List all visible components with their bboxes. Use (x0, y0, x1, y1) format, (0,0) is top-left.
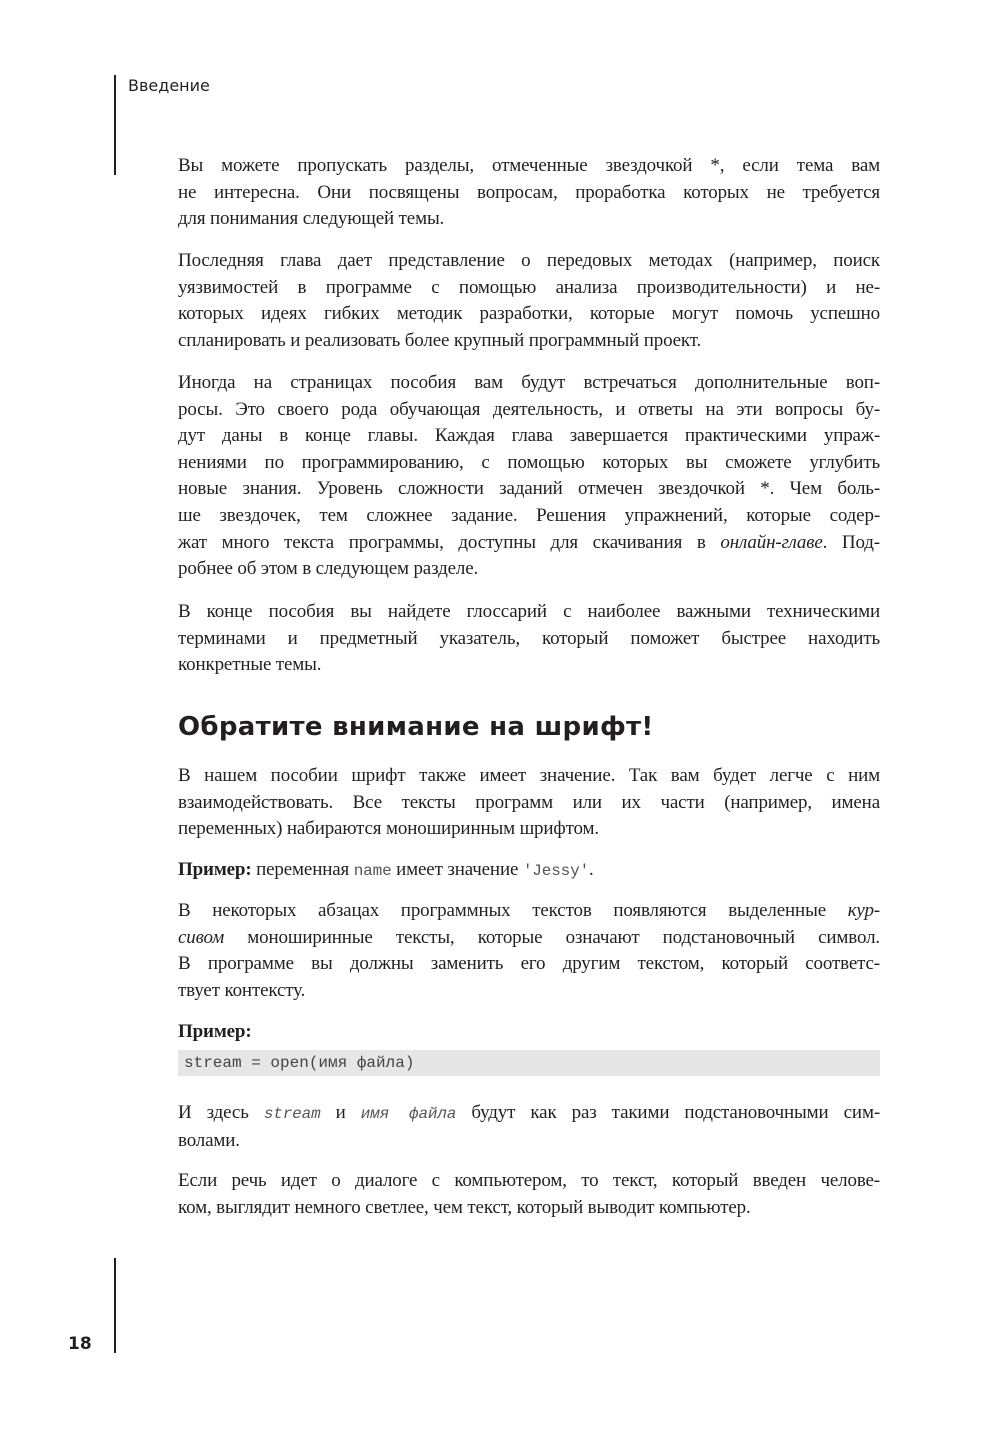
text-run: робнее об этом в следующем разделе. (178, 558, 479, 580)
paragraph-italic-mono (178, 898, 880, 1004)
text-run: новые знания. Уровень сложности заданий отмечен звездочкой *. Чем боль- (178, 478, 880, 500)
text-line (178, 180, 880, 207)
text-line (178, 301, 880, 328)
text-run: . Под- (822, 531, 880, 553)
text-line (178, 951, 880, 978)
text-line (178, 1019, 880, 1046)
text-run: И здесь (178, 1102, 264, 1123)
header-rule (114, 75, 116, 175)
text-mi: имя файла (360, 1105, 457, 1123)
text-mono: name (353, 862, 392, 880)
text-line (178, 652, 880, 679)
text-run: жат много текста программы, доступны для скачивания в (178, 531, 721, 553)
text-run: будут как раз такими подстановочными сим- (456, 1102, 880, 1123)
text-run: Если речь идет о диалоге с компьютером, то текст, который введен челове- (178, 1170, 880, 1191)
text-line (178, 556, 880, 583)
text-line (178, 328, 880, 355)
page-number: 18 (68, 1334, 92, 1354)
text-run: Последняя глава дает представление о передовых методах (например, поиск (178, 250, 880, 271)
text-run: ком, выглядит немного светлее, чем текст, который выводит компьютер. (178, 1196, 751, 1218)
text-run: нениями по программированию, с помощью которых вы сможете углубить (178, 451, 880, 473)
text-run: не интересна. Они посвящены вопросам, проработка которых не требуется (178, 181, 880, 203)
example-label (178, 1019, 880, 1046)
text-run: росы. Это своего рода обучающая деятельность, и ответы на эти вопросы бу- (178, 398, 880, 420)
paragraph-glossary (178, 599, 880, 679)
text-line (178, 1168, 880, 1195)
text-run: В конце пособия вы найдете глоссарий с наиболее важными техническими (178, 601, 880, 622)
running-title: Введение (128, 76, 210, 95)
paragraph-font-intro (178, 763, 880, 843)
text-line (178, 503, 880, 530)
text-line (178, 370, 880, 397)
text-line (178, 857, 880, 885)
text-run: . (589, 859, 594, 880)
text-it: сивом (178, 926, 225, 948)
text-line (178, 790, 880, 817)
text-b: Пример: (178, 859, 252, 880)
text-run: Иногда на страницах пособия вам будут встречаться дополнительные воп- (178, 372, 880, 393)
text-mono: 'Jessy' (522, 862, 590, 880)
text-run: имеет значение (391, 859, 523, 880)
paragraph-skip-sections (178, 153, 880, 233)
paragraph-last-chapter (178, 248, 880, 354)
text-line (178, 530, 880, 557)
text-b: Пример: (178, 1021, 252, 1042)
text-line (178, 1100, 880, 1128)
text-line (178, 450, 880, 477)
text-line (178, 1128, 880, 1155)
text-line (178, 206, 880, 233)
text-it: кур- (847, 900, 880, 921)
text-run: волами. (178, 1129, 240, 1151)
text-line (178, 397, 880, 424)
paragraph-questions (178, 370, 880, 583)
text-line (178, 626, 880, 653)
text-line (178, 763, 880, 790)
code-block (178, 1050, 880, 1076)
text-line (178, 816, 880, 843)
section-heading: Обратите внимание на шрифт! (178, 712, 654, 742)
text-run: терминами и предметный указатель, который поможет быстрее находить (178, 627, 880, 649)
example-variable (178, 857, 880, 885)
code-line: stream = open(имя файла) (184, 1054, 415, 1072)
paragraph-placeholders (178, 1100, 880, 1154)
text-line (178, 248, 880, 275)
text-run: взаимодействовать. Все тексты программ или их части (например, имена (178, 791, 880, 813)
text-run: дут даны в конце главы. Каждая глава завершается практическими упраж- (178, 425, 880, 447)
text-line (178, 978, 880, 1005)
text-run: для понимания следующей темы. (178, 208, 445, 230)
paragraph-dialog (178, 1168, 880, 1221)
text-run: переменная (251, 859, 354, 880)
text-run: спланировать и реализовать более крупный программный проект. (178, 329, 702, 351)
text-run: переменных) набираются моноширинным шрифтом. (178, 818, 599, 840)
text-run: ше звездочек, тем сложнее задание. Решения упражнений, которые содер- (178, 504, 880, 526)
text-line (178, 476, 880, 503)
text-run: В некоторых абзацах программных текстов появляются выделенные (178, 900, 848, 921)
text-run: Вы можете пропускать разделы, отмеченные звездочкой *, если тема вам (178, 155, 880, 176)
text-line (178, 898, 880, 925)
text-line (178, 925, 880, 952)
text-run: и (320, 1102, 361, 1123)
text-run: В нашем пособии шрифт также имеет значение. Так вам будет легче с ним (178, 765, 880, 786)
text-run: уязвимостей в программе с помощью анализа производительности) и не- (178, 276, 880, 298)
text-run: которых идеях гибких методик разработки, которые могут помочь успешно (178, 303, 880, 325)
text-run: моноширинные тексты, которые означают подстановочный символ. (224, 926, 880, 948)
text-it: онлайн-главе (720, 531, 823, 553)
text-line (178, 423, 880, 450)
text-line (178, 1195, 880, 1222)
text-line (178, 275, 880, 302)
footer-rule (114, 1258, 116, 1353)
text-line (178, 153, 880, 180)
text-run: конкретные темы. (178, 654, 322, 676)
text-run: твует контексту. (178, 979, 306, 1001)
text-mi: stream (263, 1105, 321, 1123)
text-run: В программе вы должны заменить его другим текстом, который соответс- (178, 953, 880, 975)
text-line (178, 599, 880, 626)
